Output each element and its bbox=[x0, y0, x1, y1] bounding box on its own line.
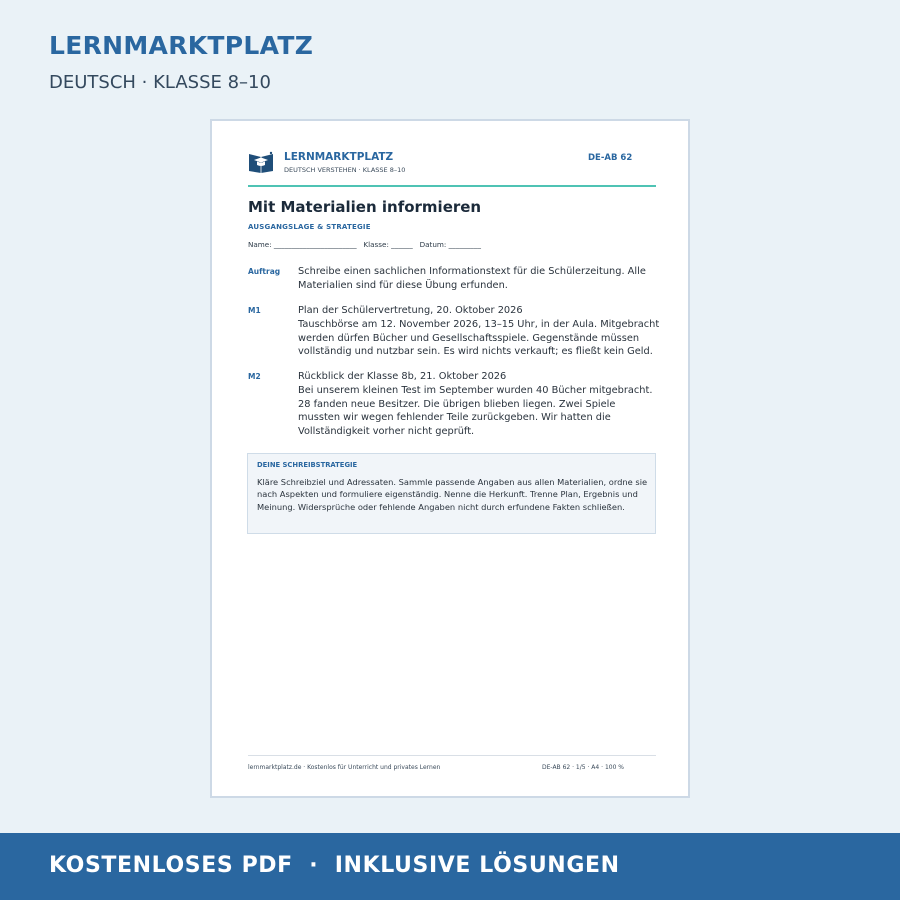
row-label-auftrag: Auftrag bbox=[248, 267, 281, 276]
banner-text: KOSTENLOSES PDF · INKLUSIVE LÖSUNGEN bbox=[49, 853, 620, 878]
strategy-title: DEINE SCHREIBSTRATEGIE bbox=[257, 461, 358, 469]
worksheet-title: Mit Materialien informieren bbox=[248, 198, 482, 216]
row-text-line: Rückblick der Klasse 8b, 21. Oktober 2026 bbox=[298, 371, 507, 382]
strategy-text: Kläre Schreibziel und Adressaten. Sammle passende Angaben aus allen Materialien, ordne sie nach Aspekten und formuliere eigenständig. Nenne die Herkunft. Trenne Plan, Ergebnis und Meinung. Widersprüche oder fehlende Angaben nicht durch erfundene Fakten schließen. bbox=[257, 477, 648, 512]
row-label-m1: M1 bbox=[248, 306, 261, 315]
page-brand-title: LERNMARKTPLATZ bbox=[49, 31, 314, 60]
strategy-box bbox=[247, 453, 656, 534]
bottom-banner bbox=[0, 833, 900, 900]
row-text-line: Schreibe einen sachlichen Informationstext für die Schülerzeitung. Alle Materialien sind für diese Übung erfunden. bbox=[298, 266, 646, 291]
row-text-line: Plan der Schülervertretung, 20. Oktober 2026 bbox=[298, 305, 523, 316]
worksheet-code: DE-AB 62 bbox=[588, 153, 633, 163]
row-label-m2: M2 bbox=[248, 372, 261, 381]
header-divider bbox=[248, 185, 656, 187]
row-text-line: Bei unserem kleinen Test im September wurden 40 Bücher mitgebracht. 28 fanden neue Besitzer. Die übrigen blieben liegen. Zwei Spiele mussten wir wegen fehlender Teile zurückgeben. Wir hatten die Vollständigkeit vorher nicht geprüft. bbox=[298, 384, 653, 438]
worksheet-brand-subtitle: DEUTSCH VERSTEHEN · KLASSE 8–10 bbox=[284, 166, 406, 174]
row-text-m1 bbox=[298, 304, 660, 359]
page-brand-subtitle: DEUTSCH · KLASSE 8–10 bbox=[49, 72, 271, 93]
book-graduation-logo-icon bbox=[248, 151, 274, 173]
name-class-date-line: Name: _______________________ Klasse: ______ Datum: _________ bbox=[248, 240, 481, 249]
worksheet-preview bbox=[210, 119, 690, 798]
row-text-m2 bbox=[298, 370, 660, 439]
footer-divider bbox=[248, 755, 656, 756]
footer-left: lernmarktplatz.de · Kostenlos für Unterricht und privates Lernen bbox=[248, 764, 441, 771]
footer-right: DE-AB 62 · 1/5 · A4 · 100 % bbox=[542, 764, 625, 771]
worksheet-brand: LERNMARKTPLATZ bbox=[284, 151, 394, 163]
row-text-line: Tauschbörse am 12. November 2026, 13–15 Uhr, in der Aula. Mitgebracht werden dürfen Bücher und Gesellschaftsspiele. Gegenstände müssen vollständig und nutzbar sein. Es wird nichts verkauft; es fließt kein Geld. bbox=[298, 318, 660, 358]
row-text-auftrag bbox=[298, 265, 660, 293]
section-label: AUSGANGSLAGE & STRATEGIE bbox=[248, 223, 371, 231]
